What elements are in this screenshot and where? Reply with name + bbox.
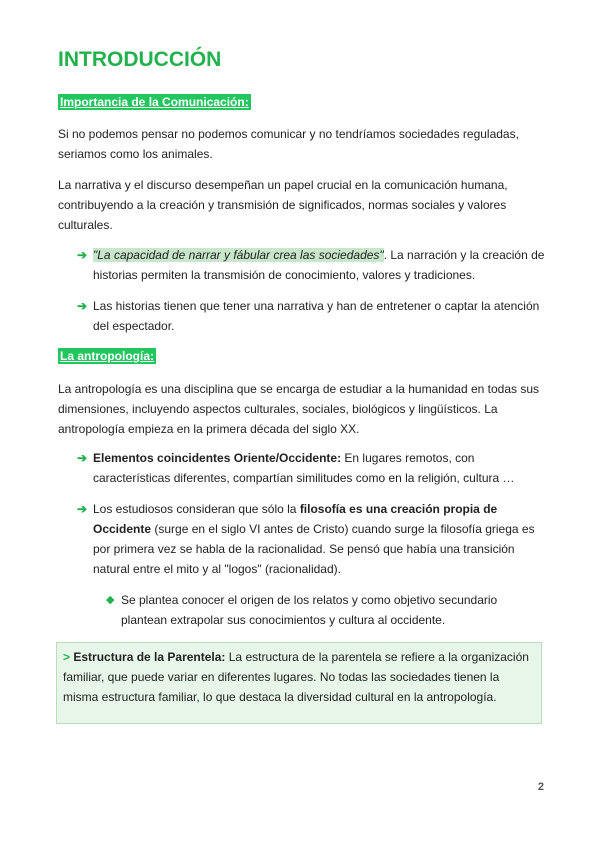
bullet-historias bbox=[77, 296, 547, 336]
section-heading-antropologia: La antropología: bbox=[60, 349, 154, 363]
bullet-text bbox=[77, 448, 547, 488]
sub-bullet-text: Se plantea conocer el origen de los relatos y como objetivo secundario plantean extrapolar sus conocimientos y cultura al occidente. bbox=[121, 593, 498, 627]
paragraph-comunicacion-1: Si no podemos pensar no podemos comunicar y no tendríamos sociedades reguladas, seriamos como los animales. bbox=[58, 127, 519, 161]
section-heading-comunicacion: Importancia de la Comunicación: bbox=[60, 95, 249, 109]
bullet-start-text: Los estudiosos consideran que sólo la bbox=[93, 502, 300, 516]
bullet-bold-label: Elementos coincidentes Oriente/Occidente: bbox=[93, 451, 342, 465]
bullet-capacidad-narrar bbox=[77, 245, 547, 285]
bullet-bold-text: filosofía es una creación propia de Occidente bbox=[93, 502, 498, 536]
paragraph-antropologia: La antropología es una disciplina que se encarga de estudiar a la humanidad en todas sus dimensiones, incluyendo aspectos culturales, sociales, biológicos y lingüísticos. La antropología empieza en la primera década del siglo XX. bbox=[58, 382, 540, 436]
arrow-right-icon: ➔ bbox=[77, 451, 88, 465]
arrow-right-icon: ➔ bbox=[77, 248, 88, 262]
callout-marker: > bbox=[63, 650, 71, 664]
bullet-filosofia bbox=[77, 499, 547, 579]
bullet-elementos-coincidentes bbox=[77, 448, 547, 488]
bullet-text bbox=[77, 245, 547, 285]
page-number: 2 bbox=[537, 781, 544, 793]
bullet-text bbox=[77, 499, 547, 579]
highlighted-quote: "La capacidad de narrar y fábular crea las sociedades" bbox=[93, 248, 384, 262]
arrow-right-icon: ➔ bbox=[77, 502, 88, 516]
arrow-right-icon: ➔ bbox=[77, 299, 88, 313]
bullet-rest-text: . La narración y la creación de historias permiten la transmisión de conocimiento, valores y tradiciones. bbox=[93, 248, 545, 282]
callout-text: La estructura de la parentela se refiere a la organización familiar, que puede variar en diferentes lugares. No todas las sociedades tienen la misma estructura familiar, lo que destaca la diversidad cultural en la antropología. bbox=[63, 650, 529, 704]
bullet-text: Las historias tienen que tener una narrativa y han de entretener o captar la atención del espectador. bbox=[93, 299, 540, 333]
sub-bullet-origen-relatos bbox=[106, 590, 546, 630]
bullet-rest-text: En lugares remotos, con características diferentes, compartían similitudes como en la religión, cultura … bbox=[93, 451, 515, 485]
paragraph-comunicacion-2: La narrativa y el discurso desempeñan un papel crucial en la comunicación humana, contribuyendo a la creación y transmisión de significados, normas sociales y valores culturales. bbox=[58, 178, 508, 232]
callout-bold-label: Estructura de la Parentela: bbox=[73, 650, 226, 664]
diamond-icon: ◆ bbox=[106, 594, 115, 606]
bullet-rest-text: (surge en el siglo VI antes de Cristo) cuando surge la filosofía griega es por primera vez se habla de la racionalidad. Se pensó que había una transición natural entre el mito y al "logos" (racionalidad). bbox=[93, 522, 535, 576]
callout-box-parentela bbox=[56, 642, 542, 724]
page-title: INTRODUCCIÓN bbox=[58, 48, 222, 71]
